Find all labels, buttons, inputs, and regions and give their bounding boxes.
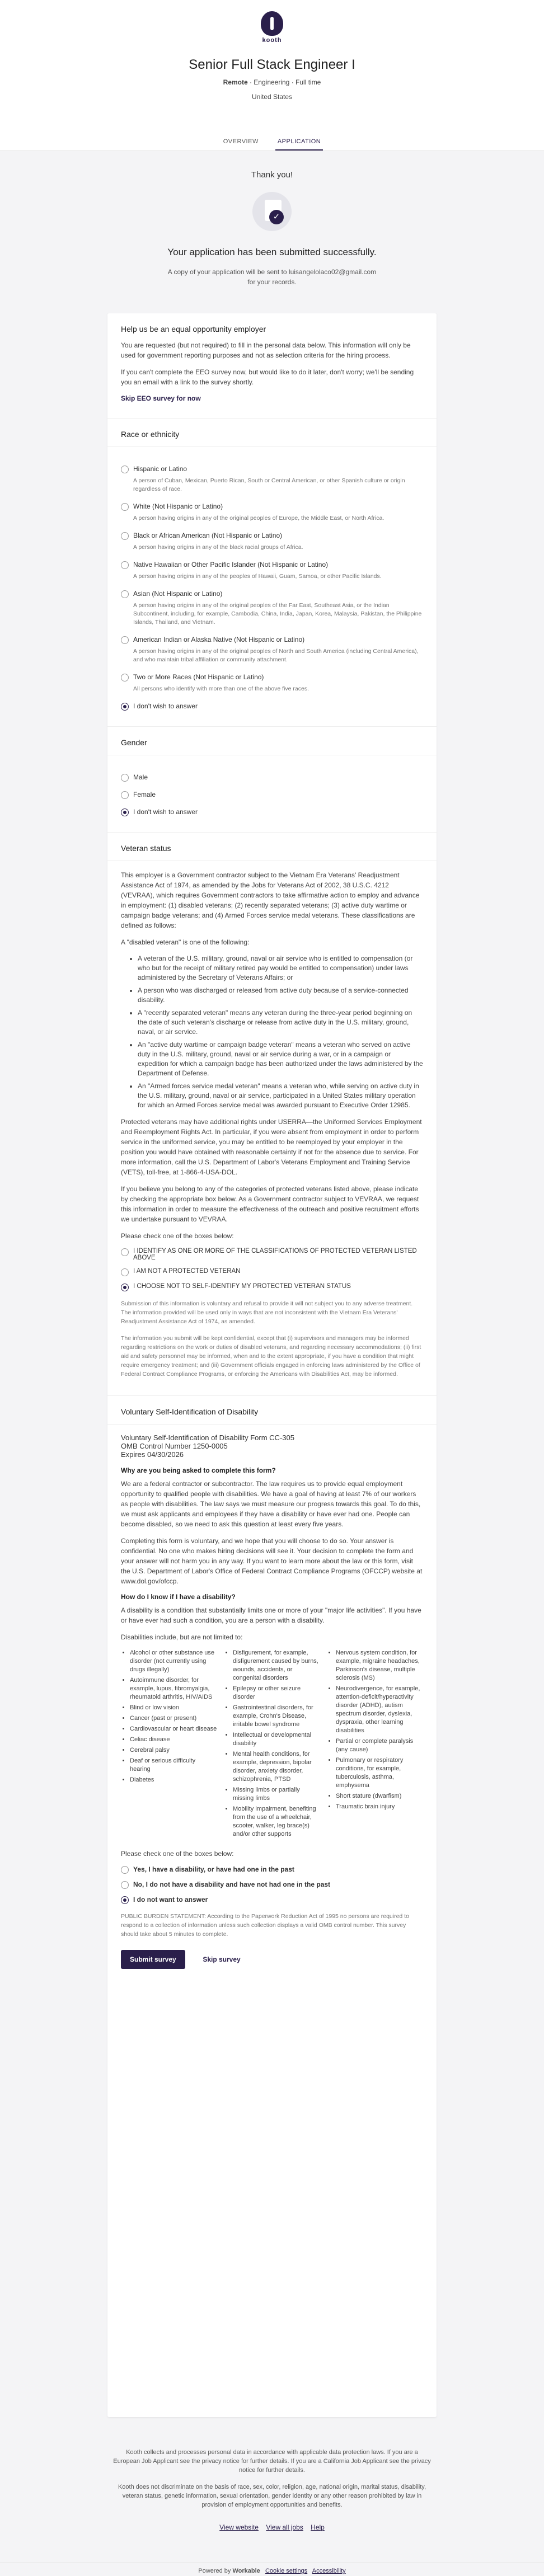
why-paragraph-2: Completing this form is voluntary, and we hope that you will choose to do so. Your answer is confidential. No one who makes hiring decisions will see it. Your decision to complete the form and your answer will not harm you in any way. If you want to learn more about the law or this form, visit the U.S. Department of Labor's Office of Federal Contract Compliance Programs (OFCCP) website at www.dol.gov/ofccp.: [121, 1537, 423, 1585]
race-option-two-or-more[interactable]: [121, 673, 423, 681]
gender-heading: Gender: [107, 726, 437, 755]
disability-option-yes[interactable]: [121, 1865, 423, 1874]
list-item: • Cancer (past or present): [130, 1714, 217, 1723]
race-option-hispanic[interactable]: [121, 465, 423, 473]
list-item: • Blind or low vision: [130, 1704, 217, 1712]
list-item: • Deaf or serious difficulty hearing: [130, 1757, 217, 1774]
submit-survey-button[interactable]: Submit survey: [121, 1950, 185, 1969]
radio-male[interactable]: [121, 774, 129, 782]
list-item: • Gastrointestinal disorders, for example, Crohn's Disease, irritable bowel syndrome: [233, 1704, 320, 1729]
veteran-paragraph-3: Protected veterans may have additional rights under USERRA—the Uniformed Services Employment and Reemployment Rights Act. In particular, if you were absent from employment in order to perform service in the uniformed service, you may be entitled to be reemployed by your employer in the position you would have obtained with reasonable certainty if not for the absence due to service. For more information, call the U.S. Department of Labor's Veterans Employment and Training Service (VETS), toll-free, at 1-866-4-USA-DOL.: [121, 1118, 422, 1176]
veteran-small-1: Submission of this information is voluntary and refusal to provide it will not subject you to any adverse treatment. The information provided will be used only in ways that are not inconsistent with the Vietnam Era Veterans' Readjustment Assistance Act of 1974, as amended.: [121, 1300, 413, 1325]
radio-veteran-decline[interactable]: [121, 1284, 129, 1291]
list-item: • Cerebral palsy: [130, 1746, 217, 1755]
footer: [0, 2448, 544, 2532]
radio-asian[interactable]: [121, 590, 129, 598]
list-item: • Missing limbs or partially missing limbs: [233, 1786, 320, 1803]
disability-column-2: [233, 1649, 320, 1841]
gender-label: I don't wish to answer: [133, 808, 198, 816]
race-desc: A person having origins in any of the original peoples of North and South America (including Central America), and who maintain tribal affiliation or community attachment.: [133, 648, 419, 663]
disability-column-1: [130, 1649, 217, 1841]
disability-columns: [121, 1649, 423, 1841]
list-item: • Pulmonary or respiratory conditions, for example, tuberculosis, asthma, emphysema: [336, 1756, 423, 1790]
race-desc: All persons who identify with more than one of the above five races.: [133, 685, 309, 692]
job-location: United States: [251, 93, 293, 101]
radio-disability-decline[interactable]: [121, 1896, 129, 1904]
veteran-option-decline[interactable]: [121, 1283, 423, 1291]
privacy-notice: Kooth collects and processes personal data in accordance with applicable data protection laws. If you are a European Job Applicant see the privacy notice for further details. If you are a California Job Applicant see the privacy notice for further details.: [113, 2449, 431, 2474]
list-item: • A person who was discharged or released from active duty because of a service-connected disability.: [138, 986, 423, 1005]
disability-list-intro: Disabilities include, but are not limited to:: [121, 1633, 243, 1641]
gender-options: [107, 755, 437, 825]
veteran-paragraph-2: A "disabled veteran" is one of the following:: [121, 938, 250, 946]
race-label: White (Not Hispanic or Latino): [133, 502, 223, 510]
race-option-decline[interactable]: [121, 702, 423, 711]
radio-pacific[interactable]: [121, 561, 129, 569]
list-item: • Autoimmune disorder, for example, lupus, fibromyalgia, rheumatoid arthritis, HIV/AIDS: [130, 1676, 217, 1701]
radio-hispanic[interactable]: [121, 466, 129, 473]
list-item: • Neurodivergence, for example, attention-deficit/hyperactivity disorder (ADHD), autism spectrum disorder, dyslexia, dyspraxia, other learning disabilities: [336, 1685, 423, 1735]
radio-black[interactable]: [121, 532, 129, 540]
cookie-settings-link[interactable]: Cookie settings: [265, 2568, 308, 2574]
list-item: • An "active duty wartime or campaign badge veteran" means a veteran who served on active duty in the U.S. military, ground, naval or air service during a war, or in a campaign or expedition for which a campaign badge has been authorized under the laws administered by the Department of Defense.: [138, 1040, 423, 1078]
public-burden-statement: PUBLIC BURDEN STATEMENT: According to the Paperwork Reduction Act of 1995 no persons are required to respond to a collection of information unless such collection displays a valid OMB control number. This survey should take about 5 minutes to complete.: [121, 1913, 409, 1938]
race-desc: A person having origins in any of the peoples of Hawaii, Guam, Samoa, or other Pacific Islands.: [133, 573, 382, 580]
omb-number: OMB Control Number 1250-0005: [121, 1442, 228, 1450]
workable-brand[interactable]: Workable: [232, 2568, 260, 2574]
list-item: • Short stature (dwarfism): [336, 1792, 423, 1801]
race-desc: A person having origins in any of the black racial groups of Africa.: [133, 544, 303, 551]
radio-disability-yes[interactable]: [121, 1866, 129, 1874]
veteran-small-2: The information you submit will be kept confidential, except that (i) supervisors and managers may be informed regarding restrictions on the work or duties of disabled veterans, and regarding necessary accommodations; (ii) first aid and safety personnel may be informed, when and to the extent appropriate, if you have a condition that might require emergency treatment; and (iii) Government officials engaged in enforcing laws administered by the Office of Federal Contract Compliance Programs, or enforcing the Americans with Disabilities Act, may be informed.: [121, 1335, 421, 1378]
form-name: Voluntary Self-Identification of Disability Form CC-305: [121, 1433, 294, 1442]
job-header: [0, 0, 544, 151]
form-info: [121, 1433, 423, 1459]
list-item: • Disfigurement, for example, disfigurement caused by burns, wounds, accidents, or congenital disorders: [233, 1649, 320, 1682]
veteran-section: [107, 861, 437, 1395]
race-option-native[interactable]: [121, 636, 423, 644]
veteran-option-not-protected[interactable]: [121, 1268, 423, 1276]
disability-column-3: [336, 1649, 423, 1841]
job-title: Senior Full Stack Engineer I: [189, 57, 355, 72]
radio-female[interactable]: [121, 791, 129, 799]
list-item: • A veteran of the U.S. military, ground, naval or air service who is entitled to compensation (or who but for the receipt of military retired pay would be entitled to compensation) under laws administered by the Secretary of Veterans Affairs; or: [138, 954, 423, 983]
job-meta: [0, 78, 544, 86]
department-type: · Engineering · Full time: [247, 78, 321, 86]
powered-by-label: Powered by: [198, 2568, 231, 2574]
view-all-jobs-link[interactable]: View all jobs: [266, 2523, 303, 2531]
race-option-pacific[interactable]: [121, 561, 423, 569]
race-label: Black or African American (Not Hispanic or Latino): [133, 532, 283, 539]
copy-note: [0, 267, 544, 287]
help-link[interactable]: Help: [311, 2523, 325, 2531]
veteran-label: I AM NOT A PROTECTED VETERAN: [133, 1268, 241, 1275]
radio-veteran-not-protected[interactable]: [121, 1268, 129, 1276]
veteran-label: I CHOOSE NOT TO SELF-IDENTIFY MY PROTECTED VETERAN STATUS: [133, 1283, 351, 1290]
eeo-paragraph-1: You are requested (but not required) to fill in the personal data below. This information will only be used for government reporting purposes and not as selection criteria for the hiring process.: [121, 341, 411, 359]
list-item: • Alcohol or other substance use disorder (not currently using drugs illegally): [130, 1649, 217, 1674]
race-label: Native Hawaiian or Other Pacific Islander (Not Hispanic or Latino): [133, 561, 329, 568]
disability-label: Yes, I have a disability, or have had one in the past: [133, 1865, 294, 1873]
eeo-intro: [107, 313, 437, 411]
disability-section: [107, 1425, 437, 1978]
race-options: [107, 447, 437, 720]
race-desc: A person having origins in any of the original peoples of the Far East, Southeast Asia, or the Indian Subcontinent, including, for example, Cambodia, China, India, Japan, Korea, Malaysia, Pakistan, the Philippine Islands, Thailand, and Vietnam.: [133, 602, 422, 626]
kooth-logo-icon: [261, 11, 283, 36]
list-item: • An "Armed forces service medal veteran" means a veteran who, while serving on active duty in the U.S. military, ground, naval or air service, participated in a United States military operation for which an Armed Forces service medal was awarded pursuant to Executive Order 12985.: [138, 1082, 423, 1110]
how-title: How do I know if I have a disability?: [121, 1593, 236, 1601]
eeo-survey-card: [107, 313, 437, 2417]
radio-disability-no[interactable]: [121, 1881, 129, 1889]
workplace-type: Remote: [223, 78, 248, 86]
veteran-paragraph-4: If you believe you belong to any of the categories of protected veterans listed above, please indicate by checking the appropriate box below. As a Government contractor subject to VEVRAA, we request this information in order to measure the effectiveness of the outreach and positive recruitment efforts we undertake pursuant to VEVRAA.: [121, 1185, 419, 1223]
disability-option-no[interactable]: [121, 1881, 423, 1889]
footer-links: [112, 2523, 432, 2532]
veteran-check-intro: Please check one of the boxes below:: [121, 1232, 234, 1240]
race-label: Two or More Races (Not Hispanic or Latino): [133, 673, 264, 681]
race-label: American Indian or Alaska Native (Not Hispanic or Latino): [133, 636, 305, 643]
race-desc: A person of Cuban, Mexican, Puerto Rican, South or Central American, or other Spanish culture or origin regardless of race.: [133, 477, 405, 492]
veteran-definitions: [138, 954, 423, 1110]
submitted-message: Your application has been submitted successfully.: [167, 247, 377, 257]
tab-overview[interactable]: OVERVIEW: [223, 138, 259, 145]
application-success-icon: [252, 192, 292, 231]
confirmation: [0, 151, 544, 287]
radio-race-decline[interactable]: [121, 703, 129, 711]
radio-veteran-protected[interactable]: [121, 1248, 129, 1256]
view-website-link[interactable]: View website: [219, 2523, 259, 2531]
gender-option-male[interactable]: [121, 773, 423, 782]
disability-label: I do not want to answer: [133, 1896, 208, 1903]
job-tabs: [0, 134, 544, 151]
list-item: • Diabetes: [130, 1776, 217, 1784]
gender-label: Female: [133, 791, 156, 798]
radio-two-or-more[interactable]: [121, 674, 129, 681]
check-icon: ✓: [269, 210, 284, 224]
non-discrimination-notice: Kooth does not discriminate on the basis of race, sex, color, religion, age, national origin, marital status, disability, veteran status, genetic information, sexual orientation, gender identity or any other reason prohibited by law in provision of employment opportunities and benefits.: [118, 2484, 426, 2508]
race-option-asian[interactable]: [121, 590, 423, 598]
copy-line-2: for your records.: [247, 278, 297, 286]
radio-gender-decline[interactable]: [121, 808, 129, 816]
veteran-paragraph-1: This employer is a Government contractor subject to the Vietnam Era Veterans' Readjustment Assistance Act of 1974, as amended by the Jobs for Veterans Act of 2002, 38 U.S.C. 4212 (VEVRAA), which requires Government contractors to take affirmative action to employ and advance in employment: (1) disabled veterans; (2) recently separated veterans; (3) active duty wartime or campaign badge veterans; and (4) Armed Forces service medal veterans. These classifications are defined as follows:: [121, 871, 420, 929]
race-label: I don't wish to answer: [133, 702, 198, 710]
race-desc: A person having origins in any of the original peoples of Europe, the Middle East, or North Africa.: [133, 515, 384, 521]
skip-eeo-link[interactable]: Skip EEO survey for now: [121, 394, 201, 402]
list-item: • Epilepsy or other seizure disorder: [233, 1685, 320, 1701]
skip-survey-button[interactable]: Skip survey: [203, 1955, 241, 1963]
gender-label: Male: [133, 773, 148, 781]
eeo-paragraph-2: If you can't complete the EEO survey now, but would like to do it later, don't worry; we'll be sending you an email with a link to the survey shortly.: [121, 368, 414, 386]
list-item: • A "recently separated veteran" means any veteran during the three-year period beginning on the date of such veteran's discharge or release from active duty in the U.S. military, ground, naval, or air service.: [138, 1008, 423, 1037]
company-logo[interactable]: [255, 11, 289, 45]
race-option-black[interactable]: [121, 532, 423, 540]
thanks-title: Thank you!: [251, 170, 293, 180]
list-item: • Cardiovascular or heart disease: [130, 1725, 217, 1733]
bottom-bar: [0, 2563, 544, 2575]
veteran-option-protected[interactable]: [121, 1248, 423, 1261]
list-item: • Traumatic brain injury: [336, 1803, 423, 1811]
gender-option-decline[interactable]: [121, 808, 423, 816]
list-item: • Mobility impairment, benefiting from the use of a wheelchair, scooter, walker, leg brace(s) and/or other supports: [233, 1805, 320, 1839]
form-expiry: Expires 04/30/2026: [121, 1450, 184, 1459]
survey-actions: [121, 1950, 423, 1969]
copy-line-1: A copy of your application will be sent to luisangelolaco02@gmail.com: [167, 268, 377, 276]
disability-option-decline[interactable]: [121, 1896, 423, 1904]
veteran-heading: Veteran status: [107, 832, 437, 861]
gender-option-female[interactable]: [121, 791, 423, 799]
disability-label: No, I do not have a disability and have not had one in the past: [133, 1881, 331, 1888]
tab-application[interactable]: APPLICATION: [275, 134, 323, 151]
race-heading: Race or ethnicity: [107, 418, 437, 447]
accessibility-link[interactable]: Accessibility: [312, 2568, 346, 2574]
list-item: • Celiac disease: [130, 1736, 217, 1744]
why-title: Why are you being asked to complete this form?: [121, 1466, 276, 1474]
why-paragraph-1: We are a federal contractor or subcontractor. The law requires us to provide equal employment opportunity to qualified people with disabilities. We have a goal of having at least 7% of our workers as people with disabilities. The law says we must measure our progress towards this goal. To do this, we must ask applicants and employees if they have a disability or have ever had one. People can become disabled, so we need to ask this question at least every five years.: [121, 1480, 421, 1528]
list-item: • Intellectual or developmental disability: [233, 1731, 320, 1748]
list-item: • Mental health conditions, for example, depression, bipolar disorder, anxiety disorder, schizophrenia, PTSD: [233, 1750, 320, 1784]
how-paragraph: A disability is a condition that substantially limits one or more of your "major life activities". If you have or have ever had such a condition, you are a person with a disability.: [121, 1606, 421, 1624]
race-label: Hispanic or Latino: [133, 465, 187, 473]
veteran-label: I IDENTIFY AS ONE OR MORE OF THE CLASSIFICATIONS OF PROTECTED VETERAN LISTED ABOVE: [133, 1248, 417, 1261]
disability-heading: Voluntary Self-Identification of Disability: [107, 1395, 437, 1425]
race-label: Asian (Not Hispanic or Latino): [133, 590, 223, 598]
list-item: • Nervous system condition, for example, migraine headaches, Parkinson's disease, multiple sclerosis (MS): [336, 1649, 423, 1682]
logo-text: kooth: [262, 37, 282, 44]
radio-white[interactable]: [121, 503, 129, 511]
list-item: • Partial or complete paralysis (any cause): [336, 1737, 423, 1754]
disability-check-intro: Please check one of the boxes below:: [121, 1850, 234, 1858]
radio-native[interactable]: [121, 636, 129, 644]
eeo-title: Help us be an equal opportunity employer: [121, 325, 266, 333]
race-option-white[interactable]: [121, 502, 423, 511]
